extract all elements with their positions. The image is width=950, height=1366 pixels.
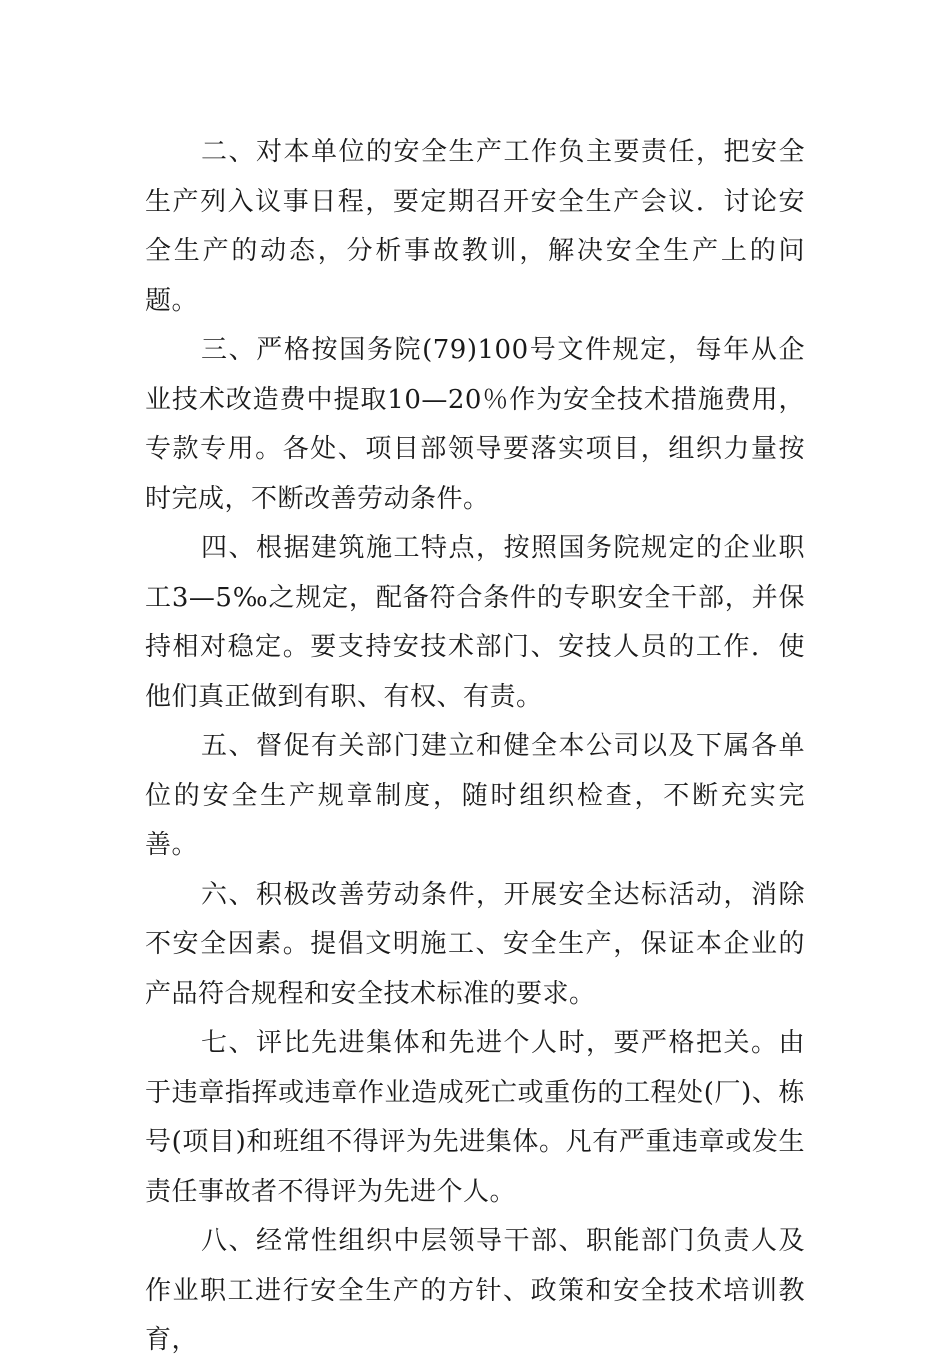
paragraph-8: 八、经常性组织中层领导干部、职能部门负责人及作业职工进行安全生产的方针、政策和安全技术培训教育，: [145, 1226, 805, 1355]
paragraph-4: 四、根据建筑施工特点，按照国务院规定的企业职工3—5‰之规定，配备符合条件的专职安全干部，并保持相对稳定。要支持安技术部门、安技人员的工作．使他们真正做到有职、有权、有责。: [145, 533, 805, 712]
paragraph-3: 三、严格按国务院(79)100号文件规定，每年从企业技术改造费中提取10—20％作为安全技术措施费用，专款专用。各处、项目部领导要落实项目，组织力量按时完成，不断改善劳动条件。: [145, 335, 805, 514]
paragraph-2: 二、对本单位的安全生产工作负主要责任，把安全生产列入议事日程，要定期召开安全生产会议．讨论安全生产的动态，分析事故教训，解决安全生产上的问题。: [145, 137, 805, 316]
paragraph-7: 七、评比先进集体和先进个人时，要严格把关。由于违章指挥或违章作业造成死亡或重伤的工程处(厂)、栋号(项目)和班组不得评为先进集体。凡有严重违章或发生责任事故者不得评为先进个人。: [145, 1028, 805, 1207]
paragraph-6: 六、积极改善劳动条件，开展安全达标活动，消除不安全因素。提倡文明施工、安全生产，保证本企业的产品符合规程和安全技术标准的要求。: [145, 879, 805, 1009]
document-body: [145, 128, 805, 1366]
paragraph-5: 五、督促有关部门建立和健全本公司以及下属各单位的安全生产规章制度，随时组织检查，不断充实完善。: [145, 731, 805, 860]
